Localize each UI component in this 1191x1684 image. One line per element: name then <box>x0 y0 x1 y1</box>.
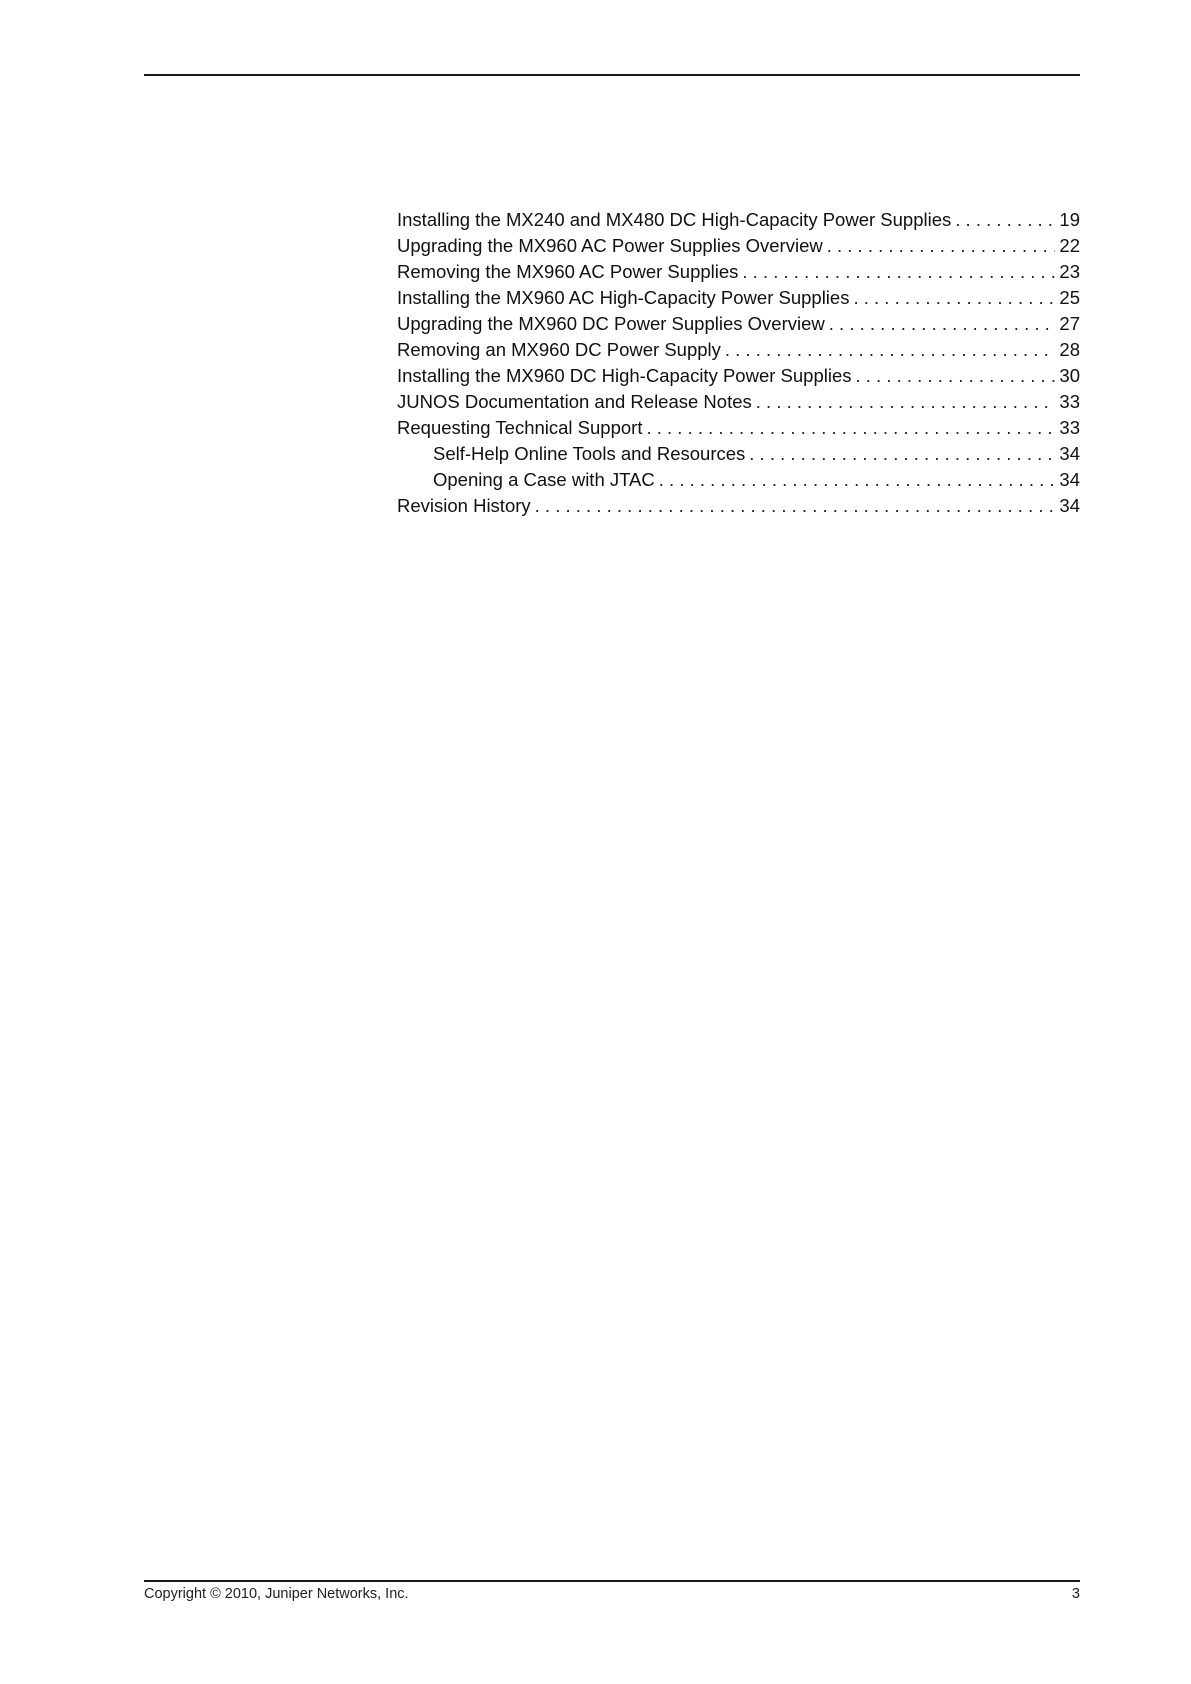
toc-entry[interactable] <box>397 259 1080 285</box>
toc-dot-leader <box>853 285 1055 311</box>
toc-entry-title: JUNOS Documentation and Release Notes <box>397 391 752 412</box>
toc-entry-page: 22 <box>1059 235 1080 256</box>
toc-entry-page: 34 <box>1059 495 1080 516</box>
page-number: 3 <box>1071 1586 1080 1602</box>
toc-entry[interactable] <box>397 363 1080 389</box>
footer-rule <box>144 1580 1080 1582</box>
toc-entry-title: Removing the MX960 AC Power Supplies <box>397 261 739 282</box>
toc-entry-page: 28 <box>1059 339 1080 360</box>
toc-dot-leader <box>856 363 1056 389</box>
toc-entry-title: Installing the MX240 and MX480 DC High-Capacity Power Supplies <box>397 209 952 230</box>
toc-entry-page: 33 <box>1059 417 1080 438</box>
toc-entry[interactable] <box>397 415 1080 441</box>
toc-entry[interactable] <box>397 207 1080 233</box>
toc-entry[interactable] <box>397 337 1080 363</box>
toc-entry[interactable] <box>397 311 1080 337</box>
toc-dot-leader <box>535 493 1056 519</box>
toc-entry[interactable] <box>397 493 1080 519</box>
toc-dot-leader <box>827 233 1056 259</box>
toc-entry-title: Self-Help Online Tools and Resources <box>433 443 746 464</box>
toc-entry-title: Opening a Case with JTAC <box>433 469 655 490</box>
toc-entry[interactable] <box>397 233 1080 259</box>
copyright-notice: Copyright © 2010, Juniper Networks, Inc. <box>144 1586 409 1602</box>
header-rule <box>144 74 1080 76</box>
toc-dot-leader <box>742 259 1055 285</box>
toc-entry-title: Revision History <box>397 495 531 516</box>
toc-subentry[interactable] <box>397 441 1080 467</box>
toc-dot-leader <box>955 207 1055 233</box>
toc-entry-page: 30 <box>1059 365 1080 386</box>
toc-dot-leader <box>725 337 1056 363</box>
toc-entry-title: Installing the MX960 AC High-Capacity Power Supplies <box>397 287 850 308</box>
toc-dot-leader <box>749 441 1055 467</box>
toc-subentry[interactable] <box>397 467 1080 493</box>
toc-entry-page: 19 <box>1059 209 1080 230</box>
toc-dot-leader <box>756 389 1056 415</box>
page-footer <box>144 1583 1080 1605</box>
toc-entry[interactable] <box>397 285 1080 311</box>
toc-entry-page: 34 <box>1059 469 1080 490</box>
toc-entry-page: 34 <box>1059 443 1080 464</box>
toc-entry-title: Installing the MX960 DC High-Capacity Power Supplies <box>397 365 852 386</box>
toc-entry-page: 25 <box>1059 287 1080 308</box>
toc-dot-leader <box>659 467 1056 493</box>
toc-entry-page: 33 <box>1059 391 1080 412</box>
toc-entry-title: Requesting Technical Support <box>397 417 643 438</box>
toc-entry-page: 27 <box>1059 313 1080 334</box>
toc-entry-title: Removing an MX960 DC Power Supply <box>397 339 721 360</box>
toc-dot-leader <box>646 415 1055 441</box>
toc-entry[interactable] <box>397 389 1080 415</box>
toc-entry-title: Upgrading the MX960 AC Power Supplies Overview <box>397 235 823 256</box>
toc-dot-leader <box>829 311 1056 337</box>
toc-entry-title: Upgrading the MX960 DC Power Supplies Overview <box>397 313 825 334</box>
table-of-contents <box>397 207 1080 519</box>
toc-entry-page: 23 <box>1059 261 1080 282</box>
